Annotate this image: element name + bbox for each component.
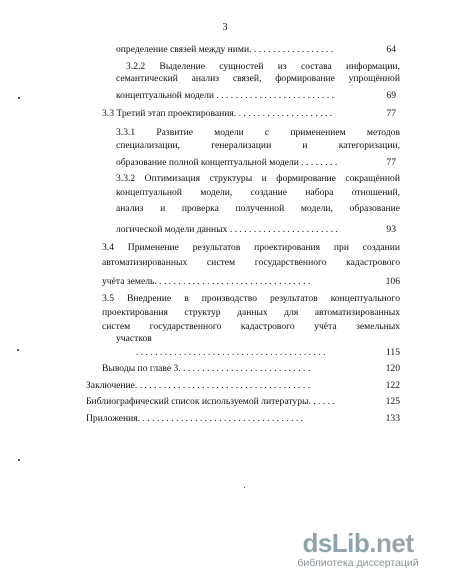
toc-line: Выводы по главе 3. . . . . . . . . . . . . . . . . . . . . . . . . . . . bbox=[102, 363, 311, 374]
scan-speck bbox=[17, 349, 19, 351]
toc-line: систем государственного кадастрового учёта земельных bbox=[102, 321, 400, 332]
toc-page: 69 bbox=[386, 90, 396, 101]
toc-line: концептуальной модели . . . . . . . . . . . . . . . . . . . . . . . . . bbox=[116, 90, 334, 101]
toc-line: автоматизированных систем государственного кадастрового bbox=[102, 257, 400, 268]
toc-line: концептуальной модели, создание набора отношений, bbox=[116, 187, 400, 198]
toc-page: 115 bbox=[385, 347, 400, 358]
toc-line: логической модели данных . . . . . . . . . . . . . . . . . . . . . . . bbox=[116, 224, 338, 235]
toc-line: 3.3.1 Развитие модели с применением методов bbox=[116, 127, 400, 138]
toc-line: семантический анализ связей, формирование упрощённой bbox=[116, 73, 400, 84]
toc-line: 3.5 Внедрение в производство результатов концептуального bbox=[102, 293, 400, 304]
scan-speck bbox=[18, 97, 20, 99]
toc-page: 77 bbox=[386, 108, 396, 119]
toc-line: 3.3 Третий этап проектирования. . . . . . . . . . . . . . . . . . . . . bbox=[102, 108, 333, 119]
toc-line: специализации, генерализации и категоризации, bbox=[116, 140, 400, 151]
toc-page: 122 bbox=[385, 380, 400, 391]
toc-page: 64 bbox=[386, 44, 396, 55]
toc-line: 3.4 Применение результатов проектирования при создании bbox=[102, 242, 400, 253]
toc-page: 125 bbox=[385, 396, 400, 407]
toc-line: анализ и проверка полученной модели, образование bbox=[116, 203, 400, 214]
scan-speck bbox=[244, 487, 245, 488]
toc-line: образование полной концептуальной модели . . . . . . . . bbox=[116, 157, 338, 168]
toc-line: участков bbox=[116, 333, 152, 344]
toc-line: . . . . . . . . . . . . . . . . . . . . . . . . . . . . . . . . . . . . . . . . bbox=[136, 347, 326, 358]
watermark bbox=[278, 528, 438, 569]
toc-line: определение связей между ними. . . . . . . . . . . . . . . . . . bbox=[116, 44, 334, 55]
watermark-subtitle: библиотека диссертаций bbox=[297, 557, 419, 569]
toc-page: 93 bbox=[386, 224, 396, 235]
toc-line: Заключение. . . . . . . . . . . . . . . . . . . . . . . . . . . . . . . . . . . . . bbox=[86, 380, 311, 391]
watermark-logo bbox=[278, 528, 438, 559]
watermark-logo-post: .net bbox=[369, 528, 414, 558]
toc-line: Библиографический список используемой литературы. . . . . . bbox=[86, 396, 335, 407]
toc-line: 3.2.2 Выделение сущностей из состава информации, bbox=[126, 61, 400, 72]
toc-page: 106 bbox=[385, 276, 400, 287]
toc-line: Приложения. . . . . . . . . . . . . . . . . . . . . . . . . . . . . . . . . . . bbox=[86, 413, 304, 424]
page-number: 3 bbox=[222, 22, 228, 33]
toc-line: 3.3.2 Оптимизация структуры и формирование сокращённой bbox=[116, 173, 400, 184]
toc-line: учёта земель. . . . . . . . . . . . . . . . . . . . . . . . . . . . . . . . . bbox=[102, 276, 311, 287]
toc-page: 120 bbox=[385, 363, 400, 374]
scan-speck bbox=[18, 459, 20, 461]
watermark-logo-pre: dsLib bbox=[302, 528, 370, 558]
toc-line: проектирования структур данных для автоматизированных bbox=[102, 307, 400, 318]
toc-page: 133 bbox=[385, 413, 400, 424]
toc-page: 77 bbox=[386, 157, 396, 168]
